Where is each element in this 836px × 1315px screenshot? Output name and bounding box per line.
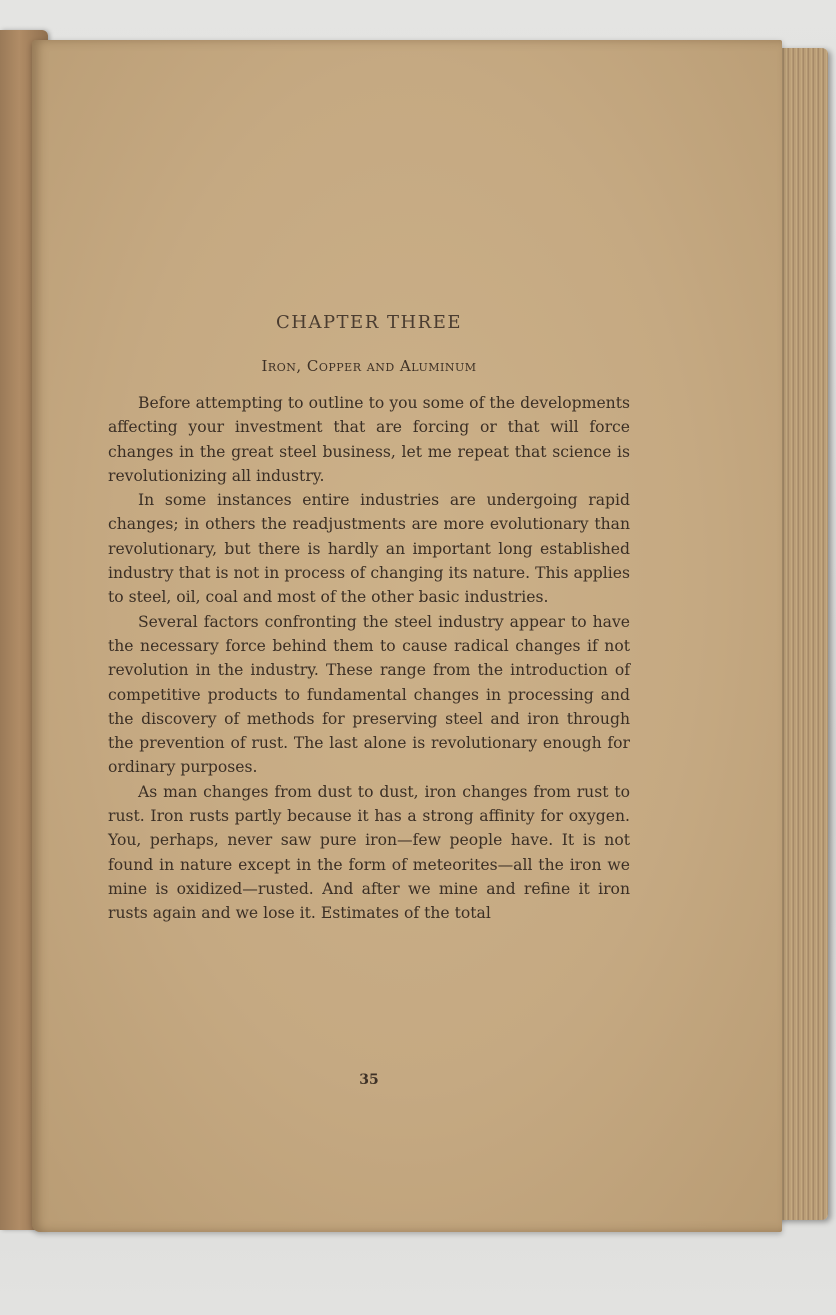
section-title: Iron, Copper and Aluminum bbox=[261, 357, 477, 375]
paragraph: As man changes from dust to dust, iron changes from rust to rust. Iron rusts partly because it has a strong affinity for oxygen. You, perhaps, never saw pure iron—few people have. It is not found in nature except in the form of meteorites—all the iron we mine is oxidized—rusted. And after we mine and refine it iron rusts again and we lose it. Estimates of the total bbox=[108, 782, 630, 923]
book-page bbox=[32, 40, 782, 1232]
chapter-heading: CHAPTER THREE bbox=[275, 312, 463, 333]
page-number: 35 bbox=[359, 1072, 379, 1088]
paragraph: In some instances entire industries are undergoing rapid changes; in others the readjustments are more evolutionary than revolutionary, but there is hardly an important long established industry that is not in process of changing its nature. This applies to steel, oil, coal and most of the other basic industries. bbox=[108, 491, 630, 607]
paragraph: Several factors confronting the steel industry appear to have the necessary force behind them to cause radical changes if not revolution in the industry. These range from the introduction of competitive products to fundamental changes in processing and the discovery of methods for preserving steel and iron through the prevention of rust. The last alone is revolutionary enough for ordinary purposes. bbox=[108, 612, 630, 777]
paragraph: Before attempting to outline to you some of the developments affecting your investment that are forcing or that will force changes in the great steel business, let me repeat that science is revolutionizing all industry. bbox=[108, 394, 630, 485]
page-number-area bbox=[108, 40, 630, 1232]
